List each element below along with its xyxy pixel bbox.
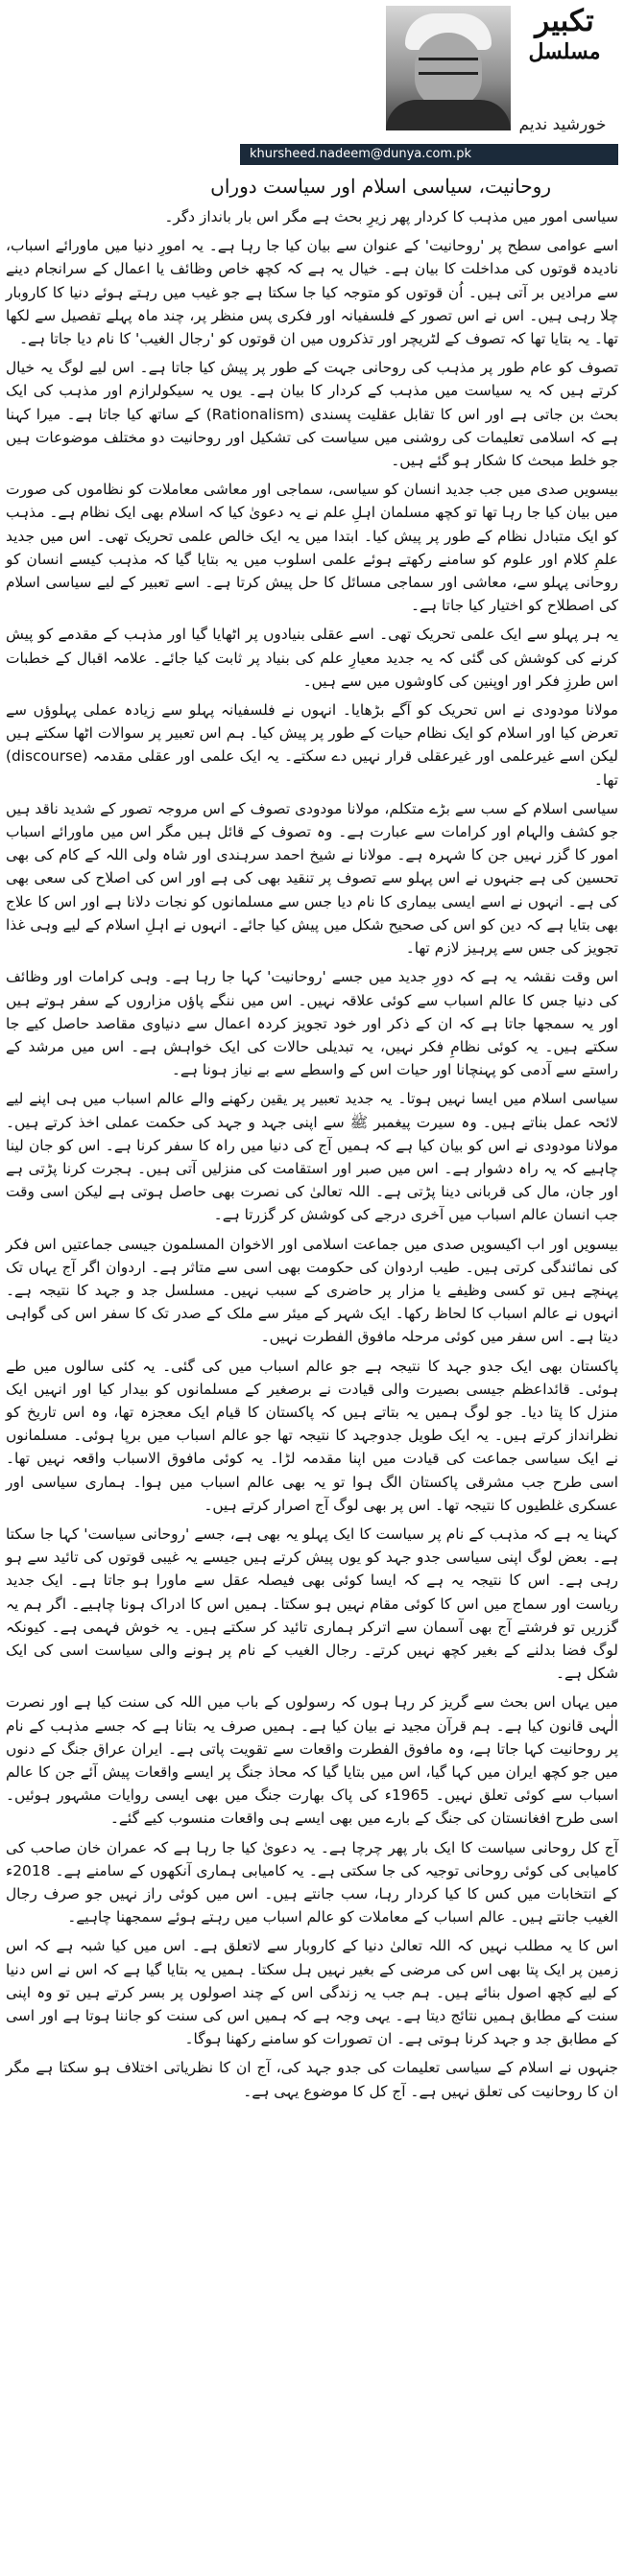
paragraph: سیاسی امور میں مذہب کا کردار پھر زیرِ بحث ہے مگر اس بار بانداز دگر۔ [164, 208, 618, 225]
paragraph: بیسویں صدی میں جب جدید انسان کو سیاسی، سماجی اور معاشی معاملات کو نظاموں کی صورت میں بیان کیا جا رہا تھا تو کچھ مسلمان اہلِ علم نے یہ دعویٰ کیا کہ اسلام بھی ایک نظام ہے۔ مذہب کو ایک متبادل نظام کے طور پر پیش کیا۔ ابتدا میں یہ ایک خالص علمی تحریک تھی۔ اس میں جدید علمِ کلام اور علوم کو سامنے رکھتے ہوئے علمی اسلوب میں یہ بتایا گیا کہ مذہب کیسے انسان کو روحانی پہلو سے، معاشی اور سماجی مسائل کا حل پیش کرتا ہے۔ اسے تعبیر کے لیے سیاسی اسلام کی اصطلاح کو اختیار کیا جاتا ہے۔ [6, 481, 618, 615]
paragraph: جنہوں نے اسلام کے سیاسی تعلیمات کی جدو جہد کی، آج ان کا نظریاتی اختلاف ہو سکتا ہے مگر ان کا روحانیت کی تعلق نہیں ہے۔ آج کل کا موضوع یہی ہے۔ [6, 2059, 618, 2100]
paragraph: سیاسی اسلام کے سب سے بڑے متکلم، مولانا مودودی تصوف کے اس مروجہ تصور کے شدید ناقد ہیں جو کشف والہام اور کرامات سے عبارت ہے۔ وہ تصوف کے قائل ہیں مگر اس میں ماورائے اسباب امور کا گزر نہیں جن کا شہرہ ہے۔ مولانا نے شیخ احمد سرہندی اور شاہ ولی اللہ کے کام کی بھی تحسین کی ہے جنہوں نے اس پہلو سے تصوف پر تنقید بھی کی ہے اور اس کی اصلاح کی سعی بھی کی ہے۔ انہوں نے اسے ایسی بیماری کا نام دیا جس سے مسلمانوں کو نجات دلانا ہے اور اس کا علاج بھی بتایا ہے کہ دین کو اس کی صحیح شکل میں پیش کیا جائے۔ انہوں نے اہلِ اسلام کے لیے وہی غذا تجویز کی جس سے پرہیز لازم تھا۔ [6, 799, 618, 957]
paragraph: مولانا مودودی نے اس تحریک کو آگے بڑھایا۔ انہوں نے فلسفیانہ پہلو سے زیادہ عملی پہلوؤں سے تعرض کیا اور اسلام کو ایک نظام حیات کے طور پر پیش کیا۔ ہم اس تعبیر پر سوالات اٹھا سکتے ہیں لیکن اسے غیرعلمی اور غیرعقلی قرار نہیں دے سکتے۔ یہ ایک علمی اور عقلی مقدمہ (discourse) تھا۔ [6, 701, 618, 789]
paragraph: یہ ہر پہلو سے ایک علمی تحریک تھی۔ اسے عقلی بنیادوں پر اٹھایا گیا اور مذہب کے مقدمے کو پیش کرنے کی کوشش کی گئی کہ یہ جدید معیارِ علم کی بنیاد پر ثابت کیا جائے۔ علامہ اقبال کے خطبات اس طرزِ فکر اور اوپنین کی کاوشوں میں سے ہیں۔ [6, 626, 618, 690]
photo-glasses [419, 58, 478, 75]
writer-email: khursheed.nadeem@dunya.com.pk [240, 144, 618, 165]
paragraph: پاکستان بھی ایک جدو جہد کا نتیجہ ہے جو عالم اسباب میں کی گئی۔ یہ کئی سالوں میں طے ہوئی۔ قائداعظم جیسی بصیرت والی قیادت نے برصغیر کے مسلمانوں کو بیدار کیا اور انہیں ایک منزل کا پتا دیا۔ جو لوگ ہمیں یہ بتاتے ہیں کہ پاکستان کا قیام ایک معجزہ تھا، وہ اس تاریخ کو نظرانداز کرتے ہیں۔ یہ ایک طویل جدوجہد کا نتیجہ تھا جو عالم اسباب میں برپا ہوئی۔ مسلمانوں نے ایک سیاسی جماعت کی قیادت میں اپنا مقدمہ لڑا۔ یہ کوئی مافوق الاسباب واقعہ نہیں تھا۔ اسی طرح جب مشرقی پاکستان الگ ہوا تو یہ بھی عالم اسباب میں ہوا۔ ہماری سیاسی اور عسکری غلطیوں کا نتیجہ تھا۔ اس پر بھی لوگ آج اصرار کرتے ہیں۔ [6, 1357, 618, 1514]
column-logo [516, 4, 612, 65]
paragraph: اس کا یہ مطلب نہیں کہ اللہ تعالیٰ دنیا کے کاروبار سے لاتعلق ہے۔ اس میں کیا شبہ ہے کہ اس زمین پر ایک پتا بھی اس کی مرضی کے بغیر نہیں ہل سکتا۔ ہمیں یہ بتایا گیا ہے کہ اس نے اس دنیا کے لیے کچھ اصول بنائے ہیں۔ ہم جب یہ زندگی اس کے چند اصولوں پر بسر کرتے ہیں تو وہ اپنی سنت کے مطابق ہمیں نتائج دیتا ہے۔ یہی وجہ ہے کہ ہمیں اس کی سنت کو جاننا ہوتا ہے اور اسی کے مطابق جد و جہد کرنا ہوتی ہے۔ ان تصورات کو سامنے رکھنا ہوگا۔ [6, 1937, 618, 2048]
article-body [6, 205, 618, 2103]
photo-shoulders [386, 100, 511, 130]
paragraph: میں یہاں اس بحث سے گریز کر رہا ہوں کہ رسولوں کے باب میں اللہ کی سنت کیا ہے اور نصرت الٰہی قانون کیا ہے۔ ہم قرآن مجید نے بیان کیا ہے۔ ہمیں صرف یہ بتانا ہے کہ جسے مذہب کے نام پر روحانیت کہا جاتا ہے، وہ مافوق الفطرت واقعات سے تقویت پاتی ہے۔ ایران عراق جنگ کے دنوں میں جو کچھ ایران میں کہا گیا، اس میں بتایا گیا کہ محاذ جنگ پر ایسے واقعات پیش آئے جن کا عالم اسباب سے کوئی تعلق نہیں۔ 1965ء کی پاک بھارت جنگ میں بھی ایسی روایات مشہور ہوئیں۔ اسی طرح افغانستان کی جنگ کے بارے میں بھی ایسے ہی واقعات منسوب کیے گئے۔ [6, 1693, 618, 1828]
paragraph: سیاسی اسلام میں ایسا نہیں ہوتا۔ یہ جدید تعبیر پر یقین رکھنے والے عالم اسباب میں ہی اپنے لیے لائحہ عمل بناتے ہیں۔ وہ سیرت پیغمبر ﷺ سے اپنی جہد و جہد کی حکمت عملی اخذ کرتے ہیں۔ مولانا مودودی نے اس کو بیان کیا ہے کہ ہمیں آج کی دنیا میں راہ کا سفر کرنا ہے۔ اس کو جان لینا چاہیے کہ یہ راہ دشوار ہے۔ اس میں صبر اور استقامت کی منزلیں آتی ہیں۔ ہجرت کرنا پڑتی ہے اور جان، مال کی قربانی دینا پڑتی ہے۔ اللہ تعالیٰ کی نصرت بھی حاصل ہوتی ہے لیکن اسی وقت جب انسان عالم اسباب میں آخری درجے کی کوشش کر گزرتا ہے۔ [6, 1090, 618, 1224]
paragraph: بیسویں اور اب اکیسویں صدی میں جماعت اسلامی اور الاخوان المسلمون جیسی جماعتیں اس فکر کی نمائندگی کرتی ہیں۔ طیب اردوان کی حکومت بھی اسی سے متاثر ہے۔ اردوان اگر آج یہاں تک پہنچے ہیں تو کسی وظیفے یا مزار پر حاضری کے سبب نہیں۔ مسلسل جد و جہد کا نتیجہ ہے۔ انہوں نے عالم اسباب کا لحاظ رکھا۔ ایک شہر کے میئر سے ملک کے صدر تک کا سفر اس کی گواہی دیتا ہے۔ اس سفر میں کوئی مرحلہ مافوق الفطرت نہیں۔ [6, 1235, 618, 1346]
masthead [6, 0, 618, 161]
paragraph: اسے عوامی سطح پر 'روحانیت' کے عنوان سے بیان کیا جا رہا ہے۔ یہ امورِ دنیا میں ماورائے اسباب، نادیدہ قوتوں کی مداخلت کا بیان ہے۔ خیال یہ ہے کہ کچھ خاص وظائف یا اعمال کے سرانجام دینے سے مرادیں بر آتی ہیں۔ اُن قوتوں کو متوجہ کیا جا سکتا ہے جو غیب میں رہتے ہوئے دنیا کا کاروبار چلا رہی ہیں۔ اس نے اس تصور کے فلسفیانہ اور فکری پس منظر پر، چند ماہ پہلے تفصیل سے لکھا تھا۔ یہ بتایا تھا کہ تصوف کے لٹریچر اور تذکروں میں ان قوتوں کو 'رجال الغیب' کا نام دیا جاتا ہے۔ [6, 237, 618, 348]
column-name-line1: تکبیر [535, 4, 594, 38]
column-name-line2: مسلسل [528, 39, 601, 64]
writer-name: خورشید ندیم [518, 115, 607, 134]
paragraph: آج کل روحانی سیاست کا ایک بار پھر چرچا ہے۔ یہ دعویٰ کیا جا رہا ہے کہ عمران خان صاحب کی کامیابی کی کوئی روحانی توجیہ کی جا سکتی ہے۔ یہ کامیابی ہماری آنکھوں کے سامنے ہے۔ 2018ء کے انتخابات میں کس کا کیا کردار رہا، سب جانتے ہیں۔ اس میں کوئی راز نہیں جو صرف رجال الغیب جانتے ہیں۔ عالم اسباب کے معاملات کو عالم اسباب میں رہتے ہوئے سمجھنا چاہیے۔ [6, 1838, 618, 1926]
article-title: روحانیت، سیاسی اسلام اور سیاست دوراں [210, 175, 551, 198]
paragraph: تصوف کو عام طور پر مذہب کی روحانی جہت کے طور پر پیش کیا جاتا ہے۔ اس لیے لوگ یہ خیال کرتے ہیں کہ یہ سیاست میں مذہب کے کردار کا بیان ہے۔ یوں یہ سیکولرازم اور مذہب کی ایک بحث بن جاتی ہے اور اس کا تقابل عقلیت پسندی (Rationalism) کے ساتھ کیا جاتا ہے۔ میرا کہنا ہے کہ اسلامی تعلیمات کی روشنی میں سیاست کی تشکیل اور روحانیت دو مختلف موضوعات ہیں جو خلط مبحث کا شکار ہو گئے ہیں۔ [6, 359, 618, 470]
paragraph: اس وقت نقشہ یہ ہے کہ دورِ جدید میں جسے 'روحانیت' کہا جا رہا ہے۔ وہی کرامات اور وظائف کی دنیا جس کا عالم اسباب سے کوئی علاقہ نہیں۔ اس میں ننگے پاؤں مزاروں کے سفر ہوتے ہیں اور یہ سمجھا جاتا ہے کہ ان کے ذکر اور خود تجویز کردہ اعمال سے دنیاوی مقاصد حاصل کیے جا سکتے ہیں۔ یہ کوئی نظامِ فکر نہیں، یہ تبدیلی حالات کی ایک خواہش ہے۔ اس میں مرشد کے راستے سے آدمی کو پہنچانا اور حیات اس کے واسطے سے بے نیاز ہونا ہے۔ [6, 968, 618, 1079]
paragraph: کہنا یہ ہے کہ مذہب کے نام پر سیاست کا ایک پہلو یہ بھی ہے، جسے 'روحانی سیاست' کہا جا سکتا ہے۔ بعض لوگ اپنی سیاسی جدو جہد کو یوں پیش کرتے ہیں جیسے یہ غیبی قوتوں کی تائید سے ہو رہی ہے۔ اس کا نتیجہ یہ ہے کہ ایسا کوئی بھی فیصلہ عقل سے ماورا ہو جاتا ہے۔ ایک جدید ریاست اور سماج میں اس کا کوئی مقام نہیں ہو سکتا۔ ہمیں اس کا ادراک ہونا چاہیے۔ اگر ہم یہ گزریں تو فرشتے آج بھی آسمان سے اترکر ہماری تائید کر سکتے ہیں۔ یہ خوش فہمی ہے۔ کیونکہ لوگ فضا بدلنے کے بغیر کچھ نہیں کرتے۔ رجال الغیب کے نام پر ہونے والی سیاست اسی کی ایک شکل ہے۔ [6, 1524, 618, 1683]
columnist-photo [386, 6, 511, 130]
